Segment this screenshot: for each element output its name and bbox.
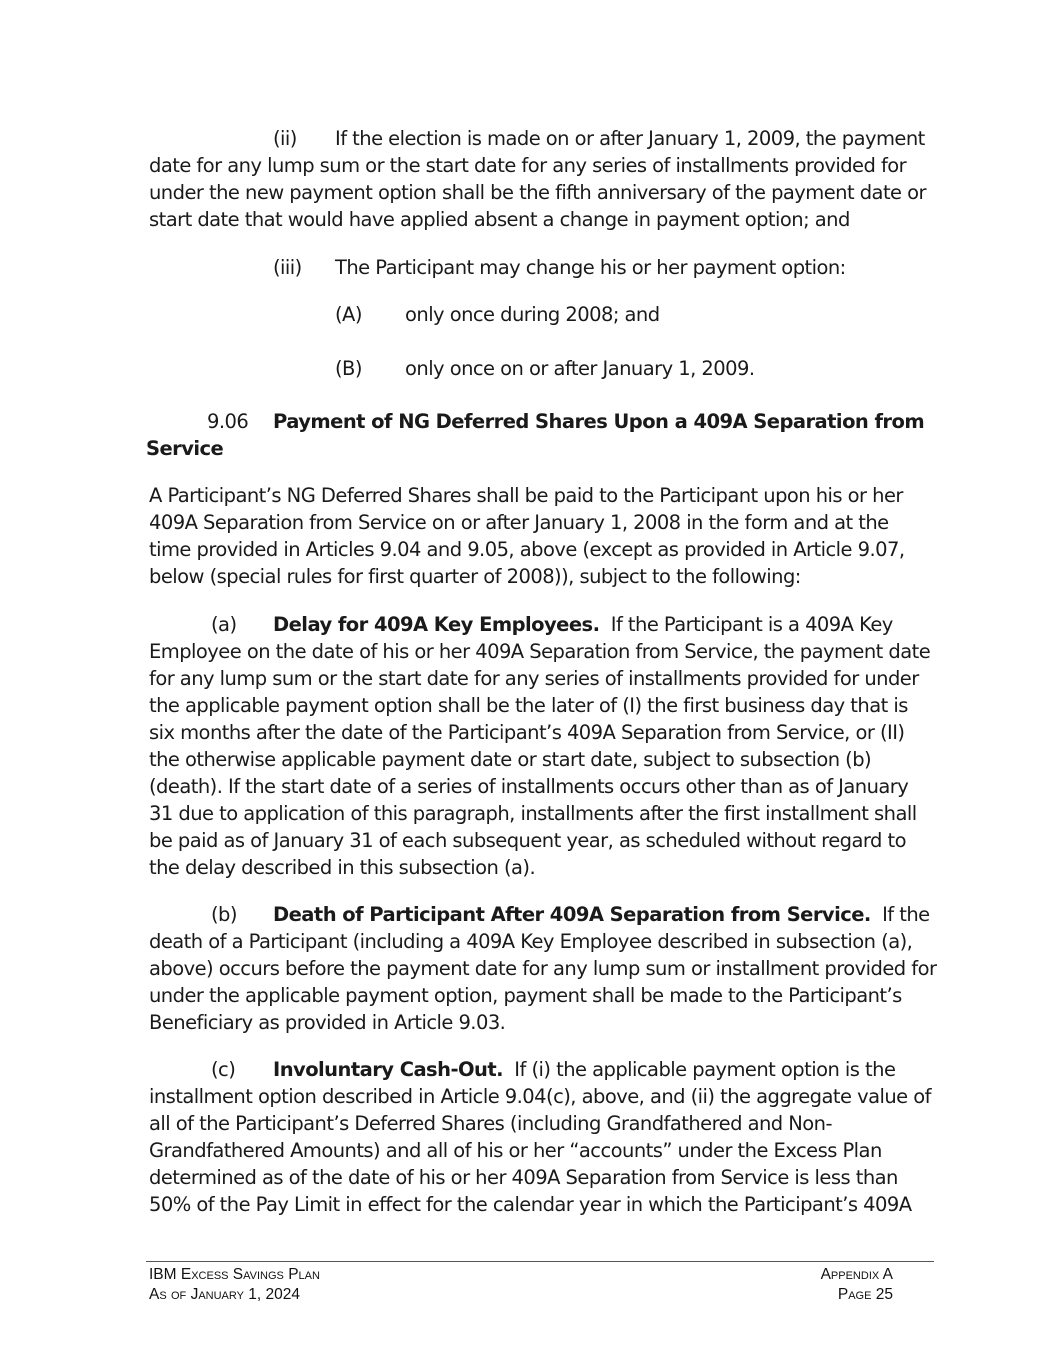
sub-a-first-text: If the Participant is a 409A Key — [610, 613, 893, 636]
sub-b-first-line — [273, 901, 930, 928]
sub-a-label: (a) — [211, 613, 237, 636]
item-b-label: (B) — [335, 357, 362, 380]
sub-a-text: Employee on the date of his or her 409A Separation from Service, the payment date for any lump sum or the start date for any series of installments provided for under the applicable payment option shall be the later of (I) the first business day that is six months after the date of the Participant’s 409A Separation from Service, or (II) the otherwise applicable payment date or start date, subject to subsection (b) (death). If the start date of a series of installments occurs other than as of January 31 due to application of this paragraph, installments after the first installment shall be paid as of January 31 of each subsequent year, as scheduled without regard to the delay described in this subsection (a). — [149, 640, 931, 879]
sub-c-first-line — [273, 1056, 895, 1083]
footer-plan-name: IBM Excess Savings Plan — [149, 1266, 320, 1283]
sub-b-label: (b) — [211, 903, 237, 926]
item-a-text: only once during 2008; and — [405, 303, 660, 326]
footer-as-of: As of January 1, 2024 — [149, 1286, 300, 1303]
para-iii-text: The Participant may change his or her payment option: — [335, 256, 846, 279]
para-ii-text: date for any lump sum or the start date for any series of installments provided for under the new payment option shall be the fifth anniversary of the payment date or start date that would have applied absent a change in payment option; and — [149, 154, 926, 231]
sub-a-first-line — [273, 611, 893, 638]
section-title: Payment of NG Deferred Shares Upon a 409A Separation from — [273, 410, 925, 433]
intro-paragraph: A Participant’s NG Deferred Shares shall be paid to the Participant upon his or her 409A Separation from Service on or after January 1, 2008 in the form and at the time provided in Articles 9.04 and 9.05, above (except as provided in Article 9.07, below (special rules for first quarter of 2008)), subject to the following: — [149, 484, 905, 588]
sub-b-text: death of a Participant (including a 409A Key Employee described in subsection (a), above) occurs before the payment date for any lump sum or installment provided for under the applicable payment option, payment shall be made to the Participant’s Beneficiary as provided in Article 9.03. — [149, 930, 937, 1034]
sub-c-first-text: If (i) the applicable payment option is the — [514, 1058, 896, 1081]
sub-b-heading: Death of Participant After 409A Separation from Service. — [273, 903, 871, 926]
section-number: 9.06 — [207, 410, 249, 433]
item-b-text: only once on or after January 1, 2009. — [405, 357, 755, 380]
sub-c-heading: Involuntary Cash-Out. — [273, 1058, 503, 1081]
section-title-continued: Service — [146, 437, 224, 460]
sub-b-first-text: If the — [882, 903, 930, 926]
footer-appendix: Appendix A — [820, 1266, 893, 1283]
para-ii-first-line: If the election is made on or after January 1, 2009, the payment — [335, 127, 925, 150]
para-iii-label: (iii) — [273, 256, 302, 279]
para-ii-label: (ii) — [273, 127, 297, 150]
footer-page-number: Page 25 — [837, 1286, 893, 1303]
item-a-label: (A) — [335, 303, 362, 326]
sub-a-heading: Delay for 409A Key Employees. — [273, 613, 600, 636]
sub-c-text: installment option described in Article 9.04(c), above, and (ii) the aggregate value of all of the Participant’s Deferred Shares (including Grandfathered and Non-Grandfathered Amounts) and all of his or her “accounts” under the Excess Plan determined as of the date of his or her 409A Separation from Service is less than 50% of the Pay Limit in effect for the calendar year in which the Participant’s 409A — [149, 1085, 931, 1216]
footer-divider — [146, 1261, 934, 1262]
sub-c-label: (c) — [211, 1058, 236, 1081]
